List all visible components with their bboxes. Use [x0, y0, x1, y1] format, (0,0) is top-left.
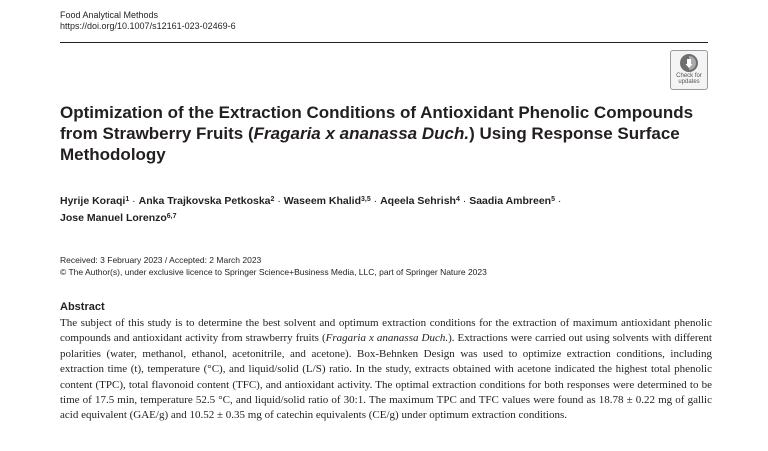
badge-line-1: Check for: [676, 73, 702, 79]
author[interactable]: Jose Manuel Lorenzo$^{6,7}$: [60, 212, 177, 224]
received-accepted-dates: Received: 3 February 2023 / Accepted: 2 March 2023: [60, 255, 262, 265]
title-species: Fragaria x ananassa Duch.: [253, 124, 470, 143]
paper-title: [60, 102, 700, 165]
check-for-updates-badge[interactable]: [670, 50, 708, 90]
publication-info: [60, 254, 487, 278]
check-for-updates-icon: [679, 53, 699, 73]
title-part-2: ) Using Response Surface Methodology: [60, 124, 680, 164]
author[interactable]: Waseem Khalid$^{3,5}$: [283, 195, 371, 207]
author[interactable]: Saadia Ambreen$^5$: [469, 195, 556, 207]
author-list: Hyrije Koraqi$^1$ · Anka Trajkovska Petkoska$^2$ · Waseem Khalid$^{3,5}$ · Aqeela Sehrish$^4$ · Saadia Ambreen$^5$ · Jose Manuel Lorenzo$^{6,7}$: [60, 195, 562, 224]
author[interactable]: Aqeela Sehrish$^4$: [380, 195, 460, 207]
badge-line-2: updates: [678, 79, 700, 85]
title-part-1: Optimization of the Extraction Conditions of Antioxidant Phenolic Compounds from Strawberry Fruits (: [60, 103, 694, 143]
copyright-line: © The Author(s), under exclusive licence to Springer Science+Business Media, LLC, part of Springer Nature 2023: [60, 267, 487, 277]
abstract-heading: Abstract: [60, 301, 105, 313]
journal-doi-link[interactable]: https://doi.org/10.1007/s12161-023-02469-6: [60, 21, 236, 31]
author[interactable]: Anka Trajkovska Petkoska$^2$: [138, 195, 275, 207]
abstract-body: The subject of this study is to determine the best solvent and optimum extraction conditions for the extraction of maximum antioxidant phenolic compounds and antioxidant activity from strawberry fruits (Fragaria x ananassa Duch.). Extractions were carried out using solvents with different polarities (water, methanol, ethanol, acetonitrile, and acetone). Box-Behnken Design was used to optimize extraction conditions, including extraction time (t), temperature (°C), and liquid/solid (L/S) ratio. In the study, extracts obtained with acetone indicated the highest total phenolic content (TPC), total flavonoid content (TFC), and antioxidant activity. The optimal extraction conditions for both responses were determined to be time of 17.5 min, temperature 52.5 °C, and liquid/solid ratio of 30:1. The maximum TPC and TFC values were found as 18.78 ± 0.22 mg of gallic acid equivalent (GAE/g) and 10.52 ± 0.35 mg of catechin equivalents (CE/g) under optimum extraction conditions.: [60, 317, 712, 422]
journal-name: Food Analytical Methods: [60, 10, 159, 20]
author[interactable]: Hyrije Koraqi$^1$: [60, 195, 130, 207]
header-rule: [60, 42, 708, 43]
journal-header: [60, 10, 236, 32]
abstract-species: Fragaria x ananassa Duch.: [325, 332, 449, 345]
